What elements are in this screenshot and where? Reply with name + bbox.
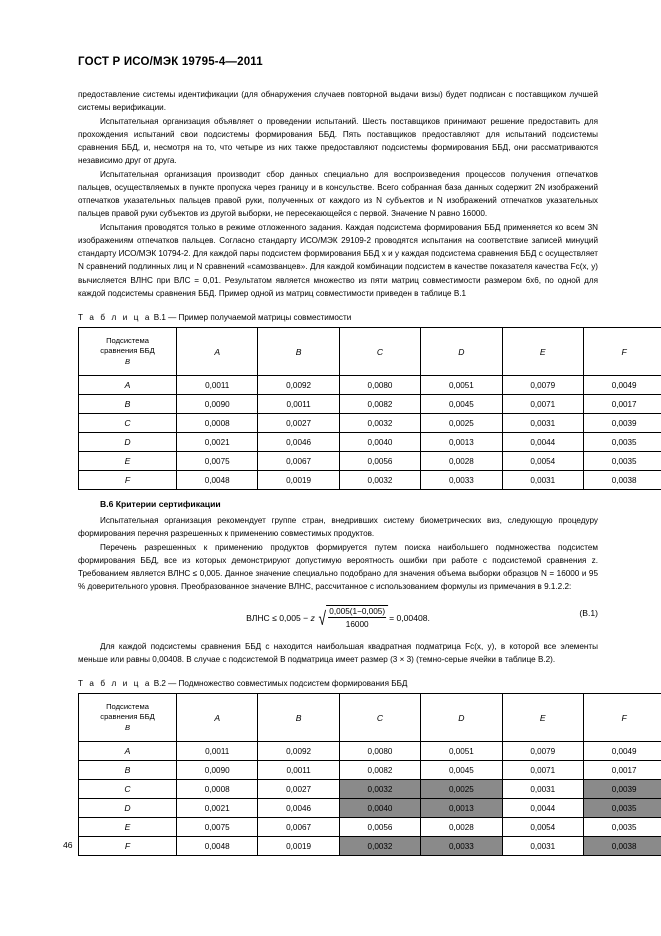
table-b1-col-header: E <box>502 328 583 376</box>
table-cell-shaded: 0,0033 <box>421 837 502 856</box>
table-row <box>79 780 661 799</box>
radical-sign: √ <box>318 608 326 630</box>
table-cell: 0,0051 <box>421 376 502 395</box>
table-b2-row-header: F <box>79 837 177 856</box>
table-b1-head <box>79 328 661 376</box>
corner-line-2: сравнения ББД <box>100 712 155 722</box>
table-cell-shaded: 0,0035 <box>583 799 661 818</box>
paragraph-3: Испытательная организация производит сбор данных специально для воспроизведения процессов получения отпечатков пальцев, осуществляемых в пункте пропуска через границу и в консульстве. Всего собранная база данных содержит 2N изображений отпечатков указательных пальцев правой руки, полученных от каждого из N субъектов и N изображений отпечатков указательных пальцев правой руки субъектов из другой выборки, не пересекающейся с первой. Значение N равно 16000. <box>78 169 598 219</box>
table-row <box>79 818 661 837</box>
table-b2-row-header: C <box>79 780 177 799</box>
formula-fraction <box>326 605 388 630</box>
table-b2-col-header: F <box>583 694 661 742</box>
table-row <box>79 837 661 856</box>
table-cell: 0,0033 <box>421 471 502 490</box>
formula-lhs: ВЛНС ≤ 0,005 − <box>246 613 309 623</box>
table-b1-body <box>79 376 661 490</box>
formula-z-variable: z <box>310 613 315 623</box>
table-cell: 0,0011 <box>177 376 258 395</box>
table-cell: 0,0075 <box>177 818 258 837</box>
table-cell: 0,0049 <box>583 376 661 395</box>
table-b2-corner-header <box>79 694 177 742</box>
table-b2 <box>78 693 661 856</box>
table-cell: 0,0031 <box>502 414 583 433</box>
table-cell-shaded: 0,0039 <box>583 780 661 799</box>
page-content <box>78 88 637 856</box>
table-cell: 0,0067 <box>258 818 339 837</box>
table-cell: 0,0019 <box>258 837 339 856</box>
paragraph-4: Испытания проводятся только в режиме отложенного задания. Каждая подсистема формирования ББД применяется ко всем 3N изображениям отпечатков пальцев. Согласно стандарту ИСО/МЭК 29109-2 проводятся испытания на соответствие записей минуций стандарту ИСО/МЭК 10794-2. Для каждой пары подсистем формирования ББД x и y каждая подсистема сравнения ББД c осуществляет N сравнений подлинных лиц и N сравнений «самозванцев». Для каждой комбинации подсистем в качестве показателя качества Fc(x, y) вычисляется ВЛНС при ВЛС = 0,01. Результатом является множество из пяти матриц совместимости размером 6х6, по одной для каждой подсистемы сравнения ББД. Пример одной из матриц совместимости приведен в таблице В.1 <box>78 222 598 298</box>
corner-line-1: Подсистема <box>106 701 149 711</box>
spacer <box>78 666 598 679</box>
table-cell: 0,0021 <box>177 433 258 452</box>
table-cell: 0,0092 <box>258 376 339 395</box>
table-cell-shaded: 0,0032 <box>339 780 420 799</box>
table-cell: 0,0079 <box>502 376 583 395</box>
page-header: ГОСТ Р ИСО/МЭК 19795-4—2011 <box>78 56 263 68</box>
table-b1-col-header: A <box>177 328 258 376</box>
table-cell: 0,0092 <box>258 742 339 761</box>
table-cell: 0,0008 <box>177 780 258 799</box>
table-b2-row-header: B <box>79 761 177 780</box>
table-cell: 0,0045 <box>421 395 502 414</box>
table-cell: 0,0025 <box>421 414 502 433</box>
table-cell: 0,0011 <box>177 742 258 761</box>
table-cell: 0,0044 <box>502 799 583 818</box>
table-cell: 0,0080 <box>339 376 420 395</box>
table-b2-col-header: E <box>502 694 583 742</box>
table-cell: 0,0031 <box>502 471 583 490</box>
corner-line-3: B <box>124 722 131 732</box>
table-b1-caption-number: В.1 <box>153 313 166 322</box>
table-row <box>79 799 661 818</box>
table-header-row <box>79 328 661 376</box>
table-cell: 0,0090 <box>177 761 258 780</box>
table-cell: 0,0028 <box>421 452 502 471</box>
table-cell: 0,0035 <box>583 452 661 471</box>
table-cell: 0,0051 <box>421 742 502 761</box>
paragraph-5: Испытательная организация рекомендует группе стран, внедривших систему биометрических виз, следующую процедуру формирования перечня разрешенных к применению совместимых продуктов. <box>78 516 598 539</box>
table-cell: 0,0067 <box>258 452 339 471</box>
table-row <box>79 452 661 471</box>
table-cell-shaded: 0,0038 <box>583 837 661 856</box>
table-b2-col-header: B <box>258 694 339 742</box>
table-cell: 0,0008 <box>177 414 258 433</box>
page-number: 46 <box>63 840 73 850</box>
spacer <box>78 490 598 499</box>
table-cell: 0,0071 <box>502 761 583 780</box>
table-cell: 0,0040 <box>339 433 420 452</box>
table-cell: 0,0046 <box>258 433 339 452</box>
table-cell: 0,0048 <box>177 471 258 490</box>
table-cell-shaded: 0,0032 <box>339 837 420 856</box>
table-cell: 0,0054 <box>502 452 583 471</box>
table-b1-col-header: B <box>258 328 339 376</box>
table-b2-row-header: A <box>79 742 177 761</box>
table-cell: 0,0079 <box>502 742 583 761</box>
formula-numerator: 0,005(1−0,005) <box>328 606 386 619</box>
table-header-row <box>79 694 661 742</box>
corner-line-3: B <box>124 356 131 366</box>
table-b2-row-header: E <box>79 818 177 837</box>
formula-b1 <box>78 602 598 636</box>
table-b2-col-header: C <box>339 694 420 742</box>
table-b2-caption-text: — Подмножество совместимых подсистем формирования ББД <box>168 679 408 688</box>
table-cell: 0,0056 <box>339 452 420 471</box>
table-cell: 0,0048 <box>177 837 258 856</box>
square-root-icon <box>317 606 388 631</box>
table-cell: 0,0049 <box>583 742 661 761</box>
table-cell: 0,0011 <box>258 395 339 414</box>
formula-denominator: 16000 <box>345 619 369 629</box>
paragraph-2: Испытательная организация объявляет о проведении испытаний. Шесть поставщиков принимают решение предоставить для прохождения испытаний свои подсистемы формирования ББД. Пять поставщиков предоставляют для испытаний подсистемы сравнения ББД, и, несмотря на то, что четыре из них также предоставляют подсистемы формирования ББД, они рассматриваются независимо друг от друга. <box>78 116 598 166</box>
corner-line-1: Подсистема <box>106 335 149 345</box>
table-b1-col-header: C <box>339 328 420 376</box>
table-cell: 0,0032 <box>339 471 420 490</box>
paragraph-6: Перечень разрешенных к применению продуктов формируется путем поиска наибольшего подмножества подсистем формирования ББД, все из которых демонстрируют допустимую вероятность ошибки при работе с подсистемой сравнения z. Требованием является ВЛНС ≤ 0,005. Данное значение специально подобрано для значения объема выборки образцов N = 16000 и 95 % доверительного уровня. Преобразованное значение ВЛНС, рассчитанное с использованием формулы из примечания в 9.1.2.2: <box>78 542 598 592</box>
table-b1 <box>78 327 661 490</box>
table-b1-row-header: F <box>79 471 177 490</box>
table-cell: 0,0054 <box>502 818 583 837</box>
table-cell: 0,0013 <box>421 433 502 452</box>
section-b6-title: В.6 Критерии сертификации <box>100 499 221 509</box>
table-row <box>79 742 661 761</box>
table-b1-row-header: C <box>79 414 177 433</box>
table-cell: 0,0082 <box>339 395 420 414</box>
table-b1-row-header: D <box>79 433 177 452</box>
table-b1-row-header: B <box>79 395 177 414</box>
table-cell: 0,0021 <box>177 799 258 818</box>
table-cell: 0,0045 <box>421 761 502 780</box>
table-cell-shaded: 0,0025 <box>421 780 502 799</box>
formula-number: (В.1) <box>579 607 598 618</box>
table-cell: 0,0035 <box>583 433 661 452</box>
table-cell: 0,0071 <box>502 395 583 414</box>
table-row <box>79 471 661 490</box>
table-cell: 0,0046 <box>258 799 339 818</box>
table-cell: 0,0090 <box>177 395 258 414</box>
table-row <box>79 433 661 452</box>
table-cell: 0,0027 <box>258 414 339 433</box>
table-b2-caption <box>78 679 598 688</box>
spacer <box>78 300 598 313</box>
table-cell: 0,0080 <box>339 742 420 761</box>
table-b2-body <box>79 742 661 856</box>
table-b1-corner-header <box>79 328 177 376</box>
table-row <box>79 395 661 414</box>
table-cell: 0,0044 <box>502 433 583 452</box>
table-b2-col-header: D <box>421 694 502 742</box>
table-b1-row-header: A <box>79 376 177 395</box>
table-cell: 0,0032 <box>339 414 420 433</box>
table-cell: 0,0035 <box>583 818 661 837</box>
table-cell: 0,0019 <box>258 471 339 490</box>
table-cell: 0,0038 <box>583 471 661 490</box>
table-cell: 0,0017 <box>583 395 661 414</box>
table-row <box>79 761 661 780</box>
table-b2-col-header: A <box>177 694 258 742</box>
table-b2-caption-number: В.2 <box>153 679 166 688</box>
table-b2-head <box>79 694 661 742</box>
table-cell: 0,0011 <box>258 761 339 780</box>
table-cell: 0,0082 <box>339 761 420 780</box>
paragraph-1: предоставление системы идентификации (для обнаружения случаев повторной выдачи визы) будет подписан с поставщиком лучшей системы верификации. <box>78 90 598 113</box>
formula-rhs: = 0,00408. <box>389 613 430 623</box>
table-b1-col-header: D <box>421 328 502 376</box>
table-cell: 0,0017 <box>583 761 661 780</box>
table-cell-shaded: 0,0013 <box>421 799 502 818</box>
table-b1-caption-label: Т а б л и ц а <box>78 313 152 322</box>
table-row <box>79 414 661 433</box>
table-cell: 0,0031 <box>502 780 583 799</box>
table-cell: 0,0056 <box>339 818 420 837</box>
table-cell: 0,0027 <box>258 780 339 799</box>
table-cell: 0,0028 <box>421 818 502 837</box>
paragraph-7: Для каждой подсистемы сравнения ББД c находится наибольшая квадратная подматрица Fc(x, y), в которой все элементы меньше или равны 0,00408. В случае с подсистемой B подматрица имеет размер (3 × 3) (темно-серые ячейки в таблице В.2). <box>78 641 598 664</box>
table-b1-row-header: E <box>79 452 177 471</box>
table-cell-shaded: 0,0040 <box>339 799 420 818</box>
table-b1-caption-text: — Пример получаемой матрицы совместимости <box>168 313 352 322</box>
table-row <box>79 376 661 395</box>
table-cell: 0,0039 <box>583 414 661 433</box>
table-b2-row-header: D <box>79 799 177 818</box>
corner-line-2: сравнения ББД <box>100 346 155 356</box>
table-b1-caption <box>78 313 598 322</box>
table-cell: 0,0031 <box>502 837 583 856</box>
table-b2-caption-label: Т а б л и ц а <box>78 679 152 688</box>
table-cell: 0,0075 <box>177 452 258 471</box>
table-b1-col-header: F <box>583 328 661 376</box>
formula-expression <box>246 606 430 631</box>
